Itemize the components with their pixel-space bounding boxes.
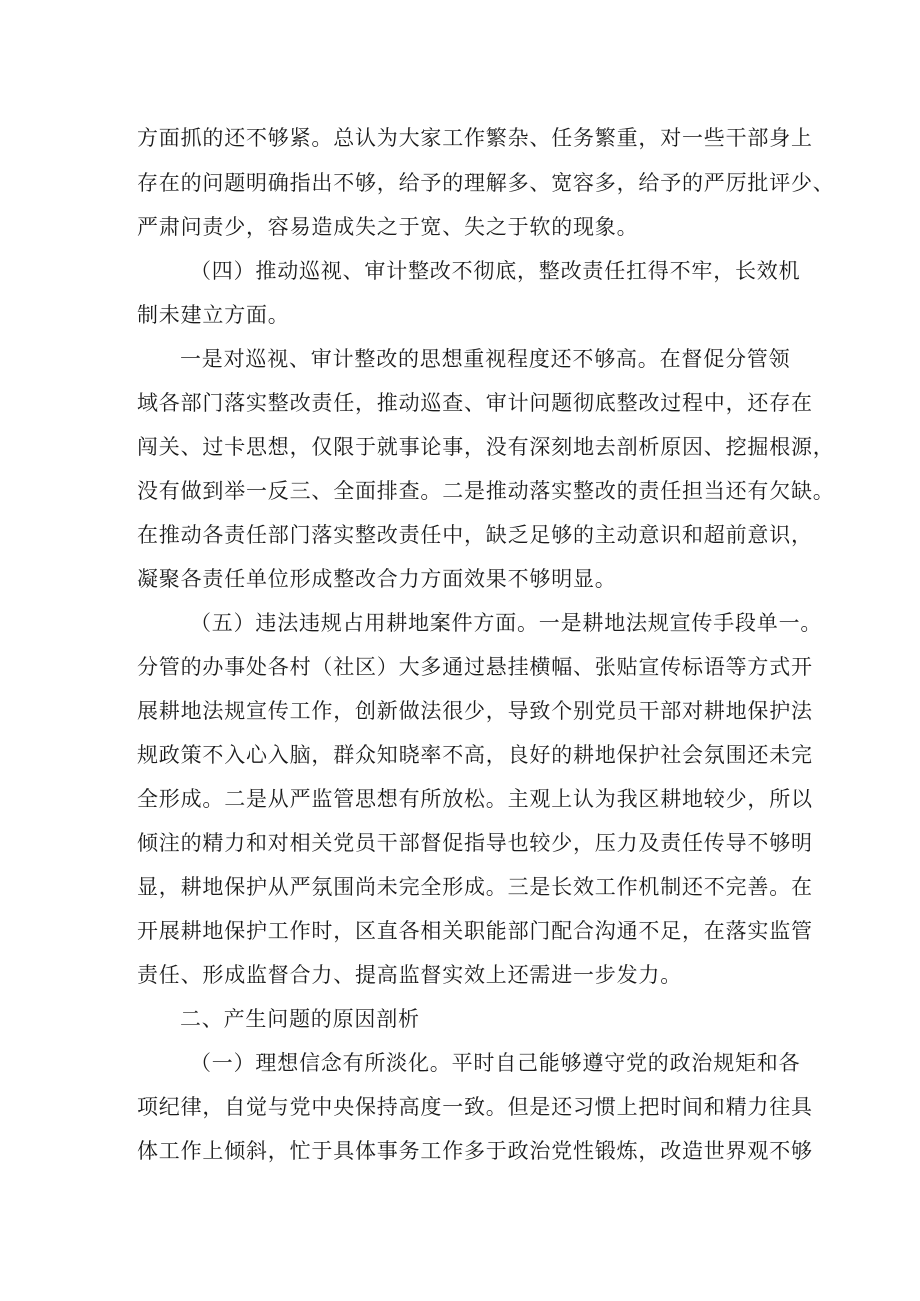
text-line: 凝聚各责任单位形成整改合力方面效果不够明显。 (137, 567, 617, 591)
text-line: 分管的办事处各村（社区）大多通过悬挂横幅、张贴宣传标语等方式开 (137, 655, 813, 679)
section-heading-cause: 二、产生问题的原因剖析 (180, 1007, 420, 1031)
text-line: 域各部门落实整改责任，推动巡查、审计问题彻底整改过程中，还存在 (137, 391, 813, 415)
text-line: 制未建立方面。 (137, 303, 290, 327)
paragraph-start: 一是对巡视、审计整改的思想重视程度还不够高。在督促分管领 (180, 347, 791, 371)
subsection-heading-1: （一）理想信念有所淡化。平时自己能够遵守党的政治规矩和各 (190, 1051, 801, 1075)
text-line: 闯关、过卡思想，仅限于就事论事，没有深刻地去剖析原因、挖掘根源， (137, 435, 835, 459)
text-line: 方面抓的还不够紧。总认为大家工作繁杂、任务繁重，对一些干部身上 (137, 126, 813, 150)
text-line: 责任、形成监督合力、提高监督实效上还需进一步发力。 (137, 963, 682, 987)
text-line: 开展耕地保护工作时，区直各相关职能部门配合沟通不足，在落实监管 (137, 919, 813, 943)
text-line: 体工作上倾斜，忙于具体事务工作多于政治党性锻炼，改造世界观不够 (137, 1139, 813, 1163)
text-line: 项纪律，自觉与党中央保持高度一致。但是还习惯上把时间和精力往具 (137, 1095, 813, 1119)
text-line: 在推动各责任部门落实整改责任中，缺乏足够的主动意识和超前意识， (137, 523, 813, 547)
text-line: 显，耕地保护从严氛围尚未完全形成。三是长效工作机制还不完善。在 (137, 875, 813, 899)
text-line: 倾注的精力和对相关党员干部督促指导也较少，压力及责任传导不够明 (137, 831, 813, 855)
section-heading-5: （五）违法违规占用耕地案件方面。一是耕地法规宣传手段单一。 (190, 611, 823, 635)
text-line: 没有做到举一反三、全面排查。二是推动落实整改的责任担当还有欠缺。 (137, 479, 835, 503)
section-heading-4: （四）推动巡视、审计整改不彻底，整改责任扛得不牢，长效机 (190, 259, 801, 283)
text-line: 存在的问题明确指出不够，给予的理解多、宽容多，给予的严厉批评少、 (137, 171, 835, 195)
text-line: 展耕地法规宣传工作，创新做法很少，导致个别党员干部对耕地保护法 (137, 699, 813, 723)
text-line: 规政策不入心入脑，群众知晓率不高，良好的耕地保护社会氛围还未完 (137, 743, 813, 767)
text-line: 严肃问责少，容易造成失之于宽、失之于软的现象。 (137, 215, 639, 239)
text-line: 全形成。二是从严监管思想有所放松。主观上认为我区耕地较少，所以 (137, 787, 813, 811)
